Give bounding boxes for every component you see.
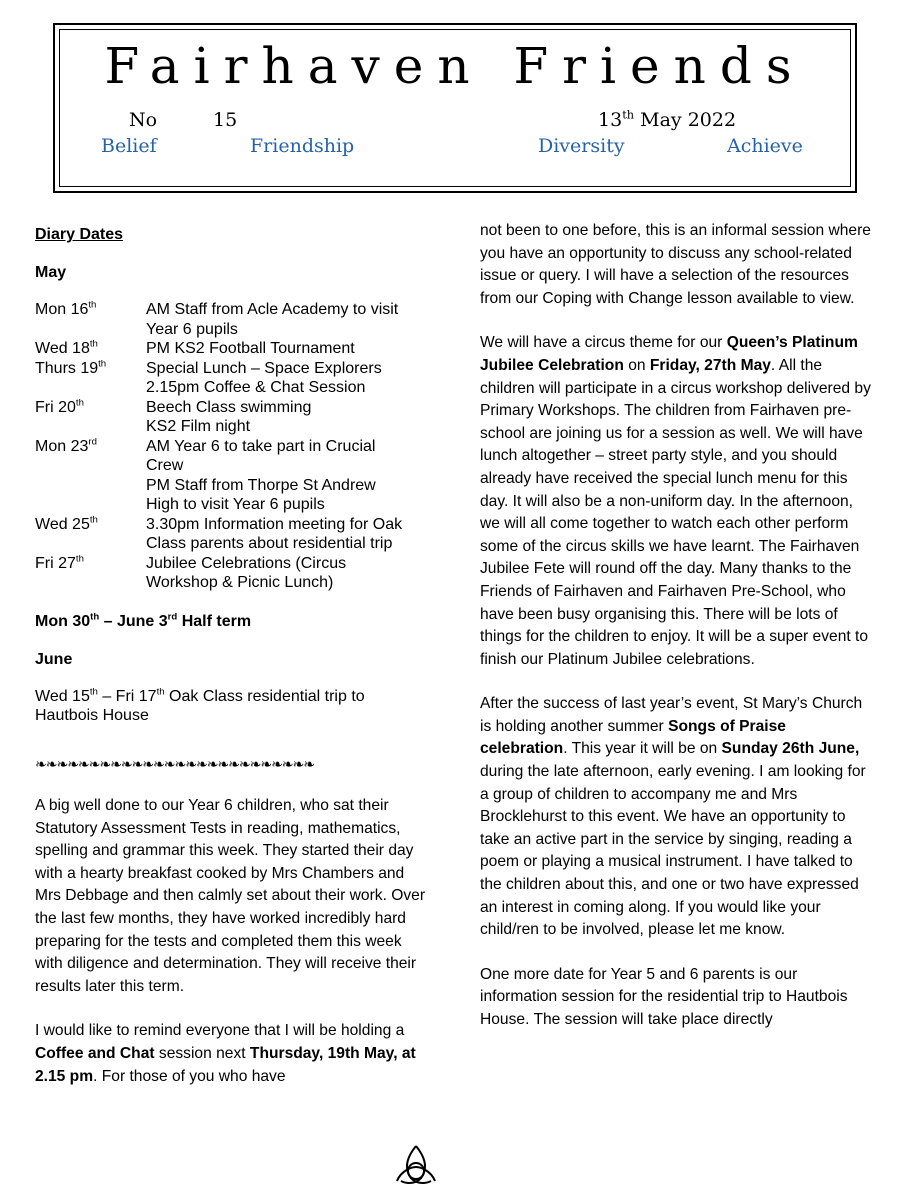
diary-heading: Diary Dates xyxy=(35,226,124,243)
issue-number: 15 xyxy=(213,109,238,131)
value-belief: Belief xyxy=(101,135,157,157)
month-june: June xyxy=(35,650,73,668)
value-achieve: Achieve xyxy=(727,135,803,157)
diary-entry: Wed 25th 3.30pm Information meeting for Oak Class parents about residential trip xyxy=(35,514,403,552)
diary-entry: Fri 20th Beech Class swimming KS2 Film night xyxy=(35,397,312,435)
diary-entry: Fri 27th Jubilee Celebrations (Circus Workshop & Picnic Lunch) xyxy=(35,553,347,591)
diary-entry: Wed 18th PM KS2 Football Tournament xyxy=(35,338,355,357)
paragraph-year6-tests: A big well done to our Year 6 children, who sat their Statutory Assessment Tests in reading, mathematics, spelling and grammar this week. They started their day with a hearty breakfast cooked by Mrs Chambers and Mrs Debbage and then calmly set about their work. Over the last few months, they have worked incredibly hard preparing for the tests and completed them this week with diligence and determination. They will receive their results later this term. xyxy=(35,797,426,995)
diary-entry: Mon 16th AM Staff from Acle Academy to visit Year 6 pupils xyxy=(35,299,399,338)
diary-entry: Thurs 19th Special Lunch – Space Explorers 2.15pm Coffee & Chat Session xyxy=(35,358,382,396)
paragraph-songs-of-praise: After the success of last year’s event, St Mary’s Church is holding another summer Songs of Praise celebration. This year it will be on Sunday 26th June, during the late afternoon, early evening. I am looking for a group of children to accompany me and Mrs Brocklehurst to this event. We have an opportunity to take an active part in the service by singing, reading a poem or playing a musical instrument. I have talked to the children about this, and one or two have expressed an interest in coming along. If you would like your child/ren to be involved, please let me know. xyxy=(480,695,866,939)
june-entry: Wed 15th – Fri 17th Oak Class residential trip to Hautbois House xyxy=(35,686,365,724)
paragraph-session-info: not been to one before, this is an informal session where you have an opportunity to discuss any school-related issue or query. I will have a selection of the resources from our Coping with Change lesson available to view. xyxy=(480,222,871,307)
paragraph-coffee-chat: I would like to remind everyone that I will be holding a Coffee and Chat session next Thursday, 19th May, at 2.15 pm. For those of you who have xyxy=(35,1022,416,1085)
value-diversity: Diversity xyxy=(538,135,625,157)
paragraph-jubilee: We will have a circus theme for our Queen’s Platinum Jubilee Celebration on Friday, 27th May. All the children will participate in a circus workshop delivered by Primary Workshops. The children from Fairhaven pre-school are joining us for a session as well. We will have lunch altogether – street party style, and you should already have received the special lunch menu for this day. It will also be a non-uniform day. In the afternoon, we will all come together to watch each other perform some of the circus skills we have learnt. The Fairhaven Jubilee Fete will round off the day. Many thanks to the Friends of Fairhaven and Fairhaven Pre-School, who have been busy organising this. There will be lots of things for the children to enjoy. It will be a super event to finish our Platinum Jubilee celebrations. xyxy=(480,334,871,668)
diary-list-may xyxy=(35,300,430,593)
masthead xyxy=(53,23,857,193)
decorative-divider: ❧❧❧❧❧❧❧❧❧❧❧❧❧❧❧❧❧❧❧❧❧❧❧❧❧❧ xyxy=(35,757,314,773)
left-body xyxy=(35,795,427,1088)
newsletter-title: Fairhaven Friends xyxy=(104,37,806,95)
month-may: May xyxy=(35,264,67,281)
trinity-knot-icon xyxy=(393,1143,439,1187)
half-term-line: Mon 30th – June 3rd Half term xyxy=(35,611,252,630)
right-column xyxy=(480,220,872,1032)
value-friendship: Friendship xyxy=(250,135,355,157)
issue-label: No xyxy=(129,109,158,131)
paragraph-residential-info: One more date for Year 5 and 6 parents is our information session for the residential trip to Hautbois House. The session will take place directly xyxy=(480,965,848,1028)
left-column xyxy=(35,226,430,726)
diary-entry: Mon 23rd AM Year 6 to take part in Crucial Crew PM Staff from Thorpe St Andrew High to visit Year 6 pupils xyxy=(35,436,376,513)
issue-date: 13th May 2022 xyxy=(598,107,737,131)
